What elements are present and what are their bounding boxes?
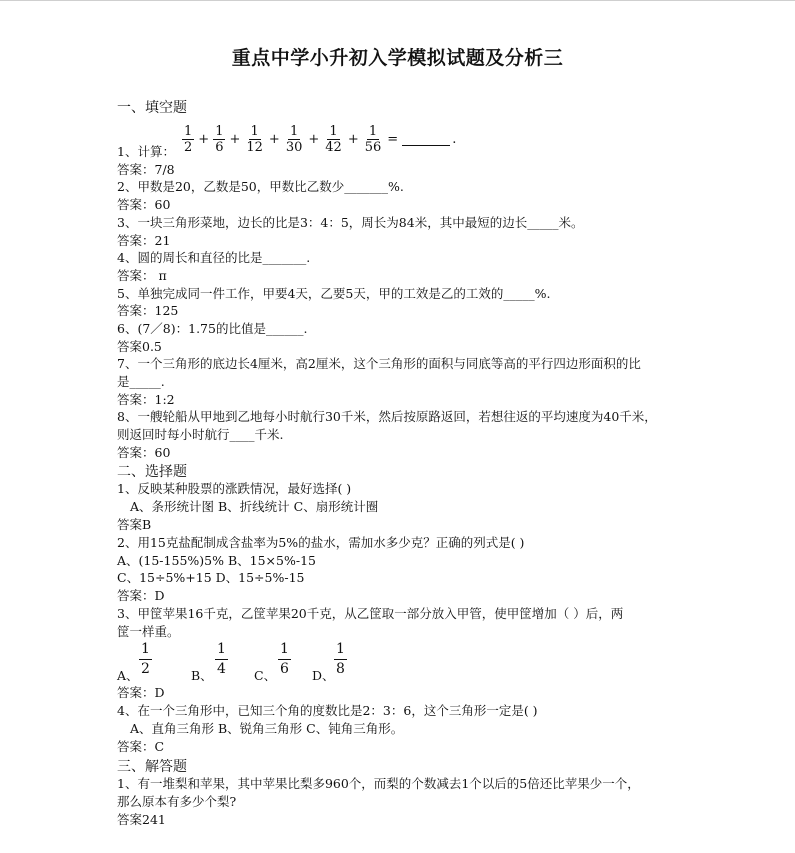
fraction: $\frac{1}{30}$: [285, 123, 303, 155]
answer-blank: [402, 133, 450, 146]
choice-question-2-options-cd: C、15÷5%+15 D、15÷5%-15: [117, 570, 305, 585]
solve-question-1-line-2: 那么原本有多少个梨?: [117, 794, 237, 809]
question-7-line-2: 是_____.: [117, 374, 165, 389]
option-d-label: D、: [312, 668, 335, 683]
question-4: 4、圆的周长和直径的比是_______.: [117, 250, 311, 265]
equals-sign: =: [387, 131, 399, 147]
choice-question-3-line-2: 筐一样重。: [117, 624, 180, 639]
plus-sign: +: [347, 131, 359, 147]
question-7-line-1: 7、一个三角形的底边长4厘米，高2厘米，这个三角形的面积与同底等高的平行四边形面积的比: [117, 356, 641, 371]
choice-question-2: 2、用15克盐配制成含盐率为5%的盐水，需加水多少克？正确的列式是( ): [117, 535, 525, 550]
answer-6: 答案0.5: [117, 339, 162, 354]
fraction: $\frac{1}{2}$: [184, 123, 193, 155]
question-8-line-1: 8、一艘轮船从甲地到乙地每小时航行30千米，然后按原路返回，若想往返的平均速度为40千米，: [117, 409, 657, 424]
fraction: $\frac{1}{56}$: [364, 123, 382, 155]
choice-question-3-line-1: 3、甲筐苹果16千克，乙筐苹果20千克，从乙筐取一部分放入甲管，使甲筐增加（ ）后，两: [117, 606, 624, 621]
choice-answer-1: 答案B: [117, 517, 152, 532]
fraction: $\frac{1}{42}$: [325, 123, 342, 155]
page-title: 重点中学小升初入学模拟试题及分析三: [231, 47, 564, 69]
fraction: $\frac{1}{6}$: [215, 123, 224, 155]
option-a-fraction: $\frac{1}{2}$: [141, 641, 150, 677]
solve-answer-1: 答案241: [117, 812, 166, 827]
plus-sign: +: [308, 131, 320, 147]
answer-8: 答案：60: [117, 445, 171, 460]
choice-question-1-options: A、条形统计图 B、折线统计 C、扇形统计圈: [130, 499, 379, 514]
option-a-label: A、: [117, 668, 139, 683]
sum-expression: [180, 118, 456, 160]
plus-sign: +: [268, 131, 280, 147]
option-c-label: C、: [254, 668, 277, 683]
question-1-prefix: 1、计算：: [117, 144, 175, 159]
choice-question-4: 4、在一个三角形中，已知三个角的度数比是2：3：6，这个三角形一定是( ): [117, 703, 538, 718]
option-b-fraction: $\frac{1}{4}$: [217, 641, 226, 677]
fraction: $\frac{1}{12}$: [246, 123, 263, 155]
plus-sign: +: [198, 131, 210, 147]
period: .: [452, 131, 457, 147]
question-5: 5、单独完成同一件工作，甲要4天，乙要5天，甲的工效是乙的工效的_____%.: [117, 286, 551, 301]
option-b-label: B、: [191, 668, 213, 683]
option-d-fraction: $\frac{1}{8}$: [336, 641, 345, 677]
choice-answer-4: 答案：C: [117, 739, 165, 754]
question-2: 2、甲数是20，乙数是50，甲数比乙数少_______%.: [117, 179, 404, 194]
answer-3: 答案：21: [117, 233, 171, 248]
answer-2: 答案：60: [117, 197, 171, 212]
choice-question-4-options: A、直角三角形 B、锐角三角形 C、钝角三角形。: [130, 721, 404, 736]
answer-4: 答案： π: [117, 268, 167, 283]
section-solve-heading: 三、解答题: [117, 759, 187, 775]
section-choice-heading: 二、选择题: [117, 464, 187, 480]
choice-question-3-options: [117, 640, 417, 684]
answer-1: 答案：7/8: [117, 162, 175, 177]
question-3: 3、一块三角形菜地，边长的比是3：4：5，周长为84米，其中最短的边长_____米。: [117, 215, 584, 230]
option-c-fraction: $\frac{1}{6}$: [280, 641, 289, 677]
question-6: 6、(7／8)：1.75的比值是______.: [117, 321, 308, 336]
choice-question-2-options-ab: A、(15-155%)5% B、15×5%-15: [117, 553, 316, 568]
answer-5: 答案：125: [117, 303, 179, 318]
choice-answer-3: 答案：D: [117, 685, 165, 700]
choice-answer-2: 答案：D: [117, 588, 165, 603]
top-border: [0, 0, 795, 1]
answer-7: 答案：1:2: [117, 392, 175, 407]
section-fill-blank-heading: 一、填空题: [117, 100, 187, 116]
plus-sign: +: [229, 131, 241, 147]
question-8-line-2: 则返回时每小时航行____千米.: [117, 427, 284, 442]
solve-question-1-line-1: 1、有一堆梨和苹果，其中苹果比梨多960个，而梨的个数减去1个以后的5倍还比苹果少一个，: [117, 776, 640, 791]
choice-question-1: 1、反映某种股票的涨跌情况，最好选择( ): [117, 481, 352, 496]
